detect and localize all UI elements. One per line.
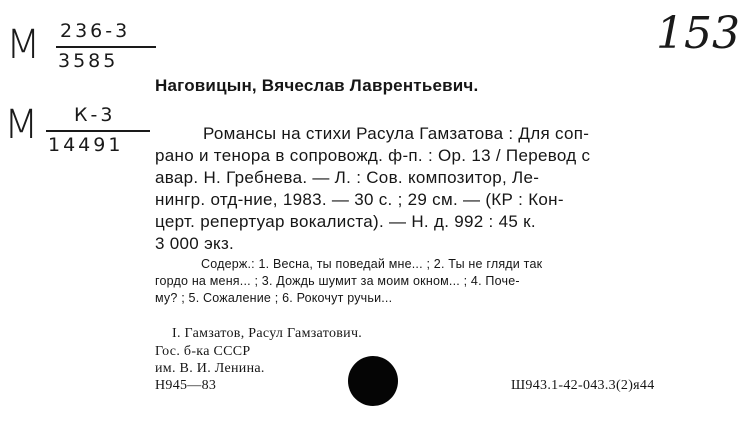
description-line: авар. Н. Гребнева. — Л. : Сов. композитор, Ле- (155, 168, 540, 187)
shelfmark-2-divider (46, 130, 150, 132)
author-heading: Наговицын, Вячеслав Лаврентьевич. (155, 76, 479, 95)
contents-line: му? ; 5. Сожаление ; 6. Рокочут ручьи... (155, 291, 393, 305)
shelfmark-2-prefix: М (4, 102, 39, 148)
shelfmark-1-divider (56, 46, 156, 48)
punch-hole (348, 356, 398, 406)
description-line: Романсы на стихи Расула Гамзатова : Для соп- (203, 124, 590, 143)
shelfmark-2-numerator: К-3 (74, 104, 116, 126)
description-line: 3 000 экз. (155, 234, 235, 253)
tracing-line: Н945—83 (155, 378, 217, 393)
contents-line: гордо на меня... ; 3. Дождь шумит за моим окном... ; 4. Поче- (155, 274, 520, 288)
description-line: церт. репертуар вокалиста). — Н. д. 992 : 45 к. (155, 212, 536, 231)
classification-code: Ш943.1-42-043.3(2)я44 (511, 378, 655, 393)
card-number: 153 (656, 8, 740, 59)
shelfmark-1-numerator: 236-3 (60, 20, 131, 42)
description-line: нингр. отд-ние, 1983. — 30 с. ; 29 см. — (КР : Кон- (155, 190, 564, 209)
shelfmark-2-denominator: 14491 (48, 134, 124, 156)
contents-line: Содерж.: 1. Весна, ты поведай мне... ; 2. Ты не гляди так (201, 257, 543, 271)
tracing-line: Гос. б-ка СССР (155, 344, 251, 359)
tracing-line: им. В. И. Ленина. (155, 361, 265, 376)
shelfmark-1-denominator: 3585 (58, 50, 119, 72)
description-line: рано и тенора в сопровожд. ф-п. : Ор. 13 / Перевод с (155, 146, 591, 165)
shelfmark-1-prefix: М (6, 22, 41, 68)
tracing-line: I. Гамзатов, Расул Гамзатович. (172, 326, 363, 341)
